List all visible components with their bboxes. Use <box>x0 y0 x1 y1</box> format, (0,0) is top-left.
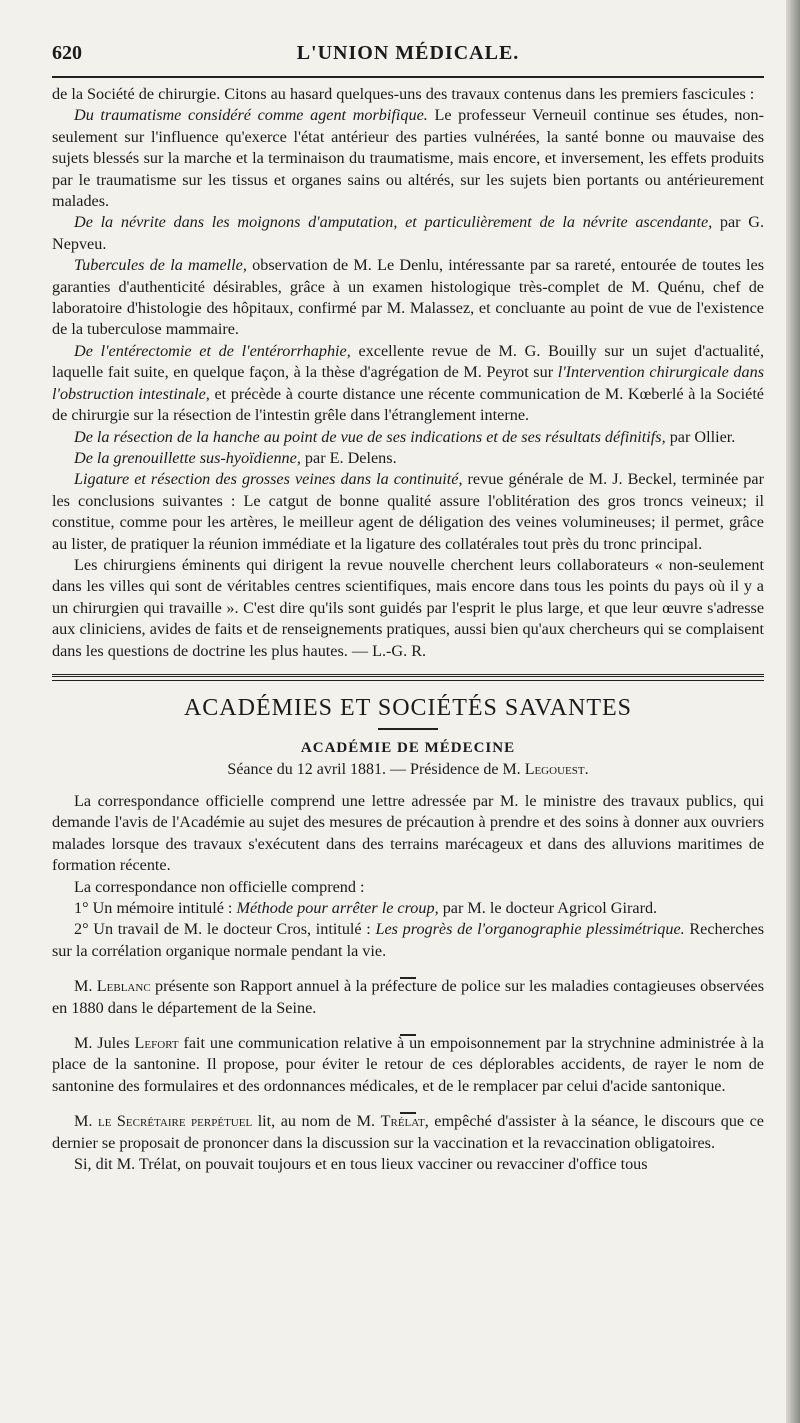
article-title: Ligature et résection des grosses veines dans la continuité, <box>74 470 463 489</box>
article-traumatisme <box>52 105 764 212</box>
lefort-paragraph <box>52 1033 764 1097</box>
paragraph-text: , empêché d'assister à la séance, le discours que ce dernier se proposait de prononcer dans la discussion sur la vaccination et la revaccination obligatoires. <box>52 1112 764 1152</box>
closing-paragraph: Les chirurgiens éminents qui dirigent la revue nouvelle cherchent leurs collaborateurs « non-seulement dans les villes qui sont de véritables centres scientifiques, mais encore dans tous les points du pays où il y a un chirurgien qui travaille ». C'est dire qu'ils sont guidés par l'esprit le plus large, et que leur œuvre s'adresse aux cliniciens, avides de faits et de renseignements pratiques, aussi bien qu'aux chercheurs qui se complaisent dans les questions de doctrine les plus hautes. — L.-G. R. <box>52 555 764 660</box>
article-text: et précède à courte distance une récente communication de M. Kœberlé à la Société de chirurgie sur la résection de l'intestin grêle dans l'étranglement interne. <box>52 384 764 425</box>
item-title: Les progrès de l'organographie plessimétrique. <box>375 920 685 939</box>
article-grenouillette <box>52 448 764 469</box>
article-nevrite <box>52 212 764 255</box>
speaker-name: Leblanc <box>96 977 151 996</box>
page-header <box>52 38 764 74</box>
article-title: Du traumatisme considéré comme agent morbifique. <box>74 106 428 125</box>
list-item-2 <box>52 919 764 962</box>
list-item-1 <box>52 898 764 919</box>
seance-line <box>52 761 764 779</box>
article-resection-hanche <box>52 427 764 448</box>
article-title: l'Intervention chirurgicale dans l'obstruction intestinale, <box>52 363 764 403</box>
article-title: De la grenouillette sus-hyoïdienne, <box>74 448 301 467</box>
seance-president: Legouest. <box>524 760 589 778</box>
paragraph-text: fait une communication relative à un empoisonnement par la strychnine administrée à la place de la santonine. Il propose, pour éviter le retour de ces déplorables accidents, de rayer le nom de santonine des formulaires et des ordonnances médicales, et de le remplacer par celui d'acide santonique. <box>52 1034 764 1095</box>
article-ligature <box>52 469 764 555</box>
speaker-name: Trélat <box>380 1112 425 1131</box>
article-text: par G. Nepveu. <box>52 213 764 253</box>
article-title: De l'entérectomie et de l'entérorrhaphie, <box>74 341 351 360</box>
leblanc-paragraph <box>52 976 764 1019</box>
trelat-quote: Si, dit M. Trélat, on pouvait toujours et en tous lieux vacciner ou revacciner d'office tous <box>74 1155 648 1174</box>
article-text: excellente revue de M. G. Bouilly sur un sujet d'actualité, laquelle fait suite, en quelque façon, à la thèse d'agrégation de M. Peyrot sur <box>52 341 764 382</box>
header-rule <box>52 76 764 78</box>
article-text: par E. Delens. <box>300 448 397 467</box>
speaker-name: Lefort <box>134 1034 179 1053</box>
intro-paragraph: de la Société de chirurgie. Citons au hasard quelques-uns des travaux contenus dans les premiers fascicules : <box>52 85 755 103</box>
book-spine-shadow <box>786 0 800 1423</box>
article-text: par Ollier. <box>665 427 736 446</box>
page-number: 620 <box>52 42 82 64</box>
item-prefix: 2° Un travail de M. le docteur Cros, intitulé : <box>74 920 376 939</box>
article-title: Tubercules de la mamelle, <box>74 256 247 275</box>
subsection-title: ACADÉMIE DE MÉDECINE <box>300 739 516 756</box>
seance-date: Séance du 12 avril 1881. — Présidence de M. <box>227 760 525 778</box>
correspondance-non-officielle: La correspondance non officielle comprend : <box>74 877 365 896</box>
item-prefix: 1° Un mémoire intitulé : <box>74 899 237 917</box>
paragraph-text: lit, au nom de M. <box>252 1112 381 1131</box>
separator-dash <box>52 1101 764 1109</box>
article-title: De la résection de la hanche au point de vue de ses indications et de ses résultats définitifs, <box>74 427 666 446</box>
paragraph-text: présente son Rapport annuel à la préfecture de police sur les maladies contagieuses observées en 1880 dans le département de la Seine. <box>52 977 764 1017</box>
item-suffix: Recherches sur la corrélation organique normale pendant la vie. <box>52 920 764 960</box>
article-text: Le professeur Verneuil continue ses études, non-seulement sur l'influence qu'exerce l'état antérieur des parties vulnérées, la santé bonne ou mauvaise des sujets blessés sur la marche et la terminaison du traumatisme, mais encore, et inversement, les effets produits par le traumatisme sur les tissus et organes sains ou altérés, sur les sujets bien portants ou antérieurement malades. <box>52 106 764 211</box>
article-title: De la névrite dans les moignons d'amputation, et particulièrement de la névrite ascendante, <box>74 213 713 232</box>
section-title: ACADÉMIES ET SOCIÉTÉS SAVANTES <box>183 694 633 721</box>
speaker-name: le Secrétaire perpétuel <box>97 1112 253 1131</box>
item-title: Méthode pour arrêter le croup, <box>236 899 439 917</box>
correspondance-officielle: La correspondance officielle comprend une lettre adressée par M. le ministre des travaux publics, qui demande l'avis de l'Académie au sujet des mesures de précaution à prendre et des soins à donner aux ouvriers malades lorsque des travaux s'exécutent dans des terrains marécageux et dans des alluvions maritimes de formation récente. <box>52 791 764 875</box>
separator-dash <box>52 1023 764 1031</box>
speaker-prefix: M. <box>74 977 97 996</box>
secretaire-paragraph <box>52 1111 764 1154</box>
article-text: observation de M. Le Denlu, intéressante par sa rareté, entourée de toutes les garanties d'authenticité désirables, grâce à un examen histologique très-complet de M. Quénu, chef de laboratoire d'histologie des hôpitaux, confirmé par M. Malassez, et concluante au point de vue de l'existence de la tuberculose mammaire. <box>52 256 764 339</box>
running-head: L'UNION MÉDICALE. <box>296 42 520 64</box>
section-double-rule <box>52 674 764 681</box>
article-tubercules <box>52 255 764 341</box>
separator-dash <box>52 966 764 974</box>
speaker-prefix: M. <box>74 1112 98 1131</box>
article-text: revue générale de M. J. Beckel, terminée par les conclusions suivantes : Le catgut de bonne qualité assure l'oblitération des gros troncs veineux; il constitue, comme pour les artères, le meilleur agent de déligation des veines volumineuses; il permet, grâce au lister, de pratiquer la réunion immédiate et la ligature des collatérales tout près du tronc principal. <box>52 470 764 553</box>
speaker-prefix: M. Jules <box>74 1034 135 1053</box>
short-rule <box>378 728 438 730</box>
item-suffix: par M. le docteur Agricol Girard. <box>438 899 658 917</box>
article-enterectomie <box>52 341 764 427</box>
